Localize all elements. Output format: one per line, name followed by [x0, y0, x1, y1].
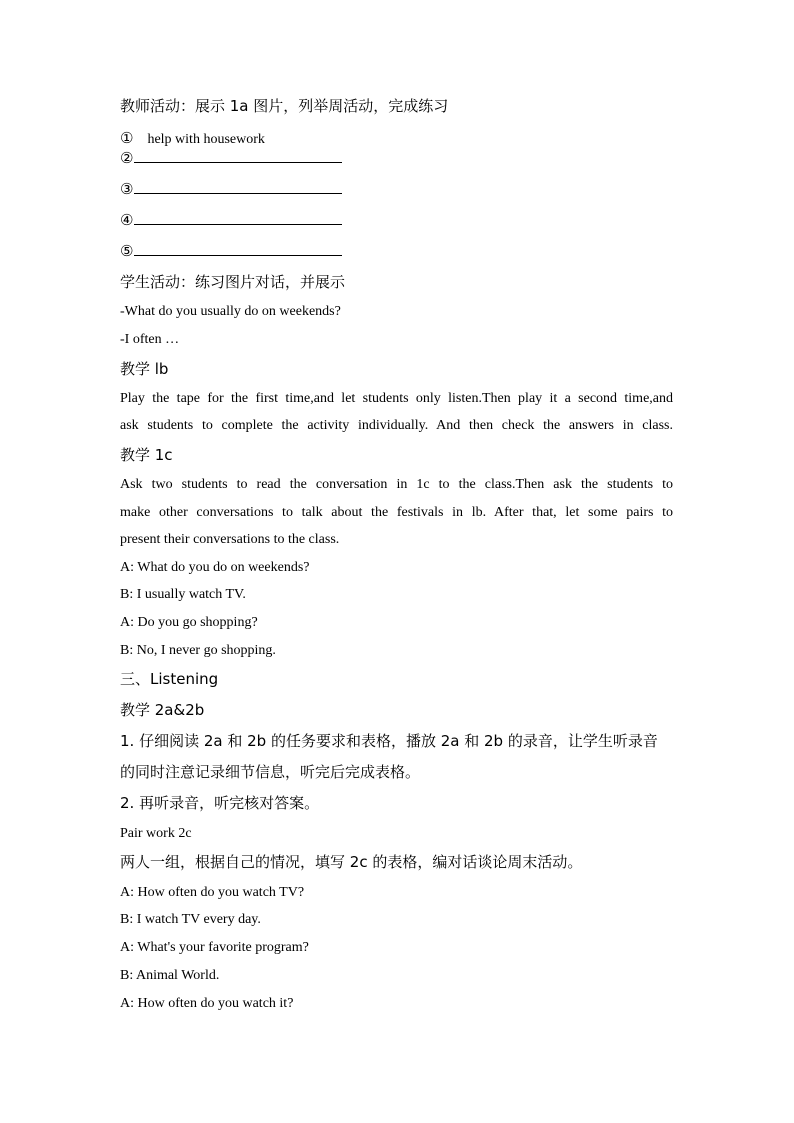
step-1-line-1: 1. 仔细阅读 2a 和 2b 的任务要求和表格，播放 2a 和 2b 的录音，让学生听录音 — [120, 732, 658, 750]
list-marker-4: ④ — [120, 211, 134, 229]
dialogue2-line-3: A: What's your favorite program? — [120, 940, 309, 955]
paragraph-1c-line-2: make other conversations to talk about the festivals in lb. After that, let some pairs to — [120, 505, 673, 520]
paragraph-1b-line-1: Play the tape for the first time,and let students only listen.Then play it a second time,and — [120, 391, 673, 406]
paragraph-1b-line-2: ask students to complete the activity individually. And then check the answers in class. — [120, 418, 673, 433]
dialogue-line-1: A: What do you do on weekends? — [120, 560, 310, 575]
dialogue-answer: -I often … — [120, 332, 180, 347]
list-item-2 — [120, 149, 342, 169]
pair-work-heading: Pair work 2c — [120, 826, 192, 841]
list-marker-5: ⑤ — [120, 242, 134, 260]
blank-line-4 — [134, 212, 342, 225]
blank-line-5 — [134, 243, 342, 256]
list-item-5 — [120, 242, 342, 262]
dialogue2-line-5: A: How often do you watch it? — [120, 996, 294, 1011]
list-marker-1: ① — [120, 129, 134, 147]
pair-work-description: 两人一组，根据自己的情况，填写 2c 的表格，编对话谈论周末活动。 — [120, 853, 583, 871]
dialogue-question: -What do you usually do on weekends? — [120, 304, 341, 319]
list-item-1-text: help with housework — [147, 132, 265, 147]
step-2: 2. 再听录音，听完核对答案。 — [120, 794, 320, 812]
paragraph-1c-line-1: Ask two students to read the conversation in 1c to the class.Then ask the students to — [120, 477, 673, 492]
list-marker-3: ③ — [120, 180, 134, 198]
dialogue-line-2: B: I usually watch TV. — [120, 587, 246, 602]
blank-line-3 — [134, 181, 342, 194]
blank-line-2 — [134, 150, 342, 163]
step-1-line-2: 的同时注意记录细节信息，听完后完成表格。 — [120, 763, 421, 781]
section-1b-heading: 教学 lb — [120, 360, 169, 378]
dialogue-line-4: B: No, I never go shopping. — [120, 643, 276, 658]
teacher-activity-heading: 教师活动：展示 1a 图片，列举周活动，完成练习 — [120, 97, 449, 115]
list-item-1 — [120, 129, 265, 149]
dialogue-line-3: A: Do you go shopping? — [120, 615, 258, 630]
list-marker-2: ② — [120, 149, 134, 167]
dialogue2-line-1: A: How often do you watch TV? — [120, 885, 305, 900]
section-3-heading: 三、Listening — [120, 670, 219, 688]
section-2a2b-heading: 教学 2a&2b — [120, 701, 205, 719]
paragraph-1c-line-3: present their conversations to the class. — [120, 532, 340, 547]
dialogue2-line-2: B: I watch TV every day. — [120, 912, 261, 927]
list-item-3 — [120, 180, 342, 200]
student-activity-heading: 学生活动：练习图片对话，并展示 — [120, 273, 346, 291]
list-item-4 — [120, 211, 342, 231]
section-1c-heading: 教学 1c — [120, 446, 173, 464]
dialogue2-line-4: B: Animal World. — [120, 968, 220, 983]
